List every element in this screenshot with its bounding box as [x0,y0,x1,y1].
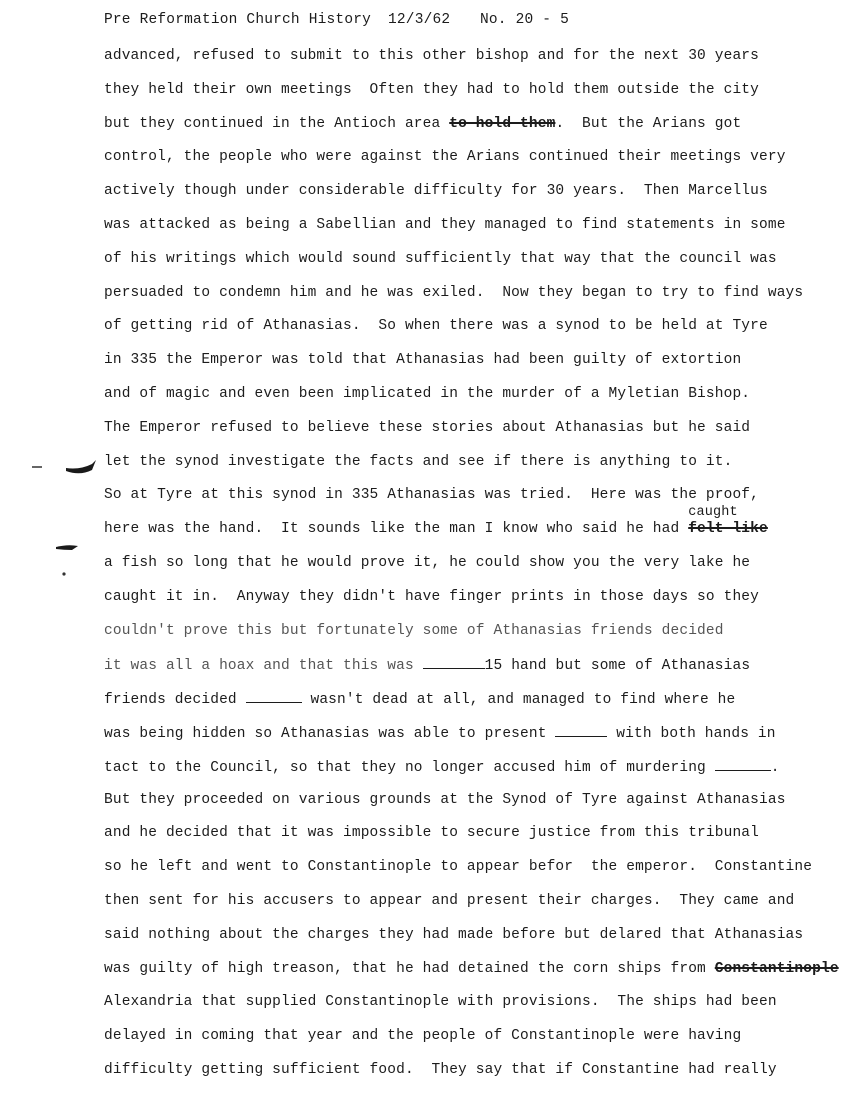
body-text [104,46,839,1094]
header-date: 12/3/62 [388,12,451,28]
text-line: advanced, refused to submit to this other bishop and for the next 30 years [104,48,760,64]
text-line: and of magic and even been implicated in the murder of a Myletian Bishop. [104,385,751,402]
text-line: a fish so long that he would prove it, he could show you the very lake he [104,554,751,571]
margin-arrow-mark-upper [30,458,100,480]
text-line: control, the people who were against the Arians continued their meetings very [104,149,786,166]
blank-line [715,756,771,771]
text-segment: it was all a hoax and that this was [104,658,423,675]
text-line [104,114,824,148]
text-line [104,756,824,790]
text-line: actively though under considerable difficulty for 30 years. Then Marcellus [104,183,768,200]
struck-out-text: felt like [688,521,768,538]
text-segment: but they continued in the Antioch area [104,115,450,132]
text-line: was attacked as being a Sabellian and they managed to find statements in some [104,216,786,233]
header-title: Pre Reformation Church History [104,12,372,28]
text-line: said nothing about the charges they had made before but delared that Athanasias [104,926,804,943]
text-line: then sent for his accusers to appear and present their charges. They came and [104,892,795,909]
inserted-word: caught [688,505,738,521]
text-segment: . [770,759,780,776]
blank-line [423,654,485,669]
blank-line [555,722,607,737]
text-line: The Emperor refused to believe these stories about Athanasias but he said [104,419,751,436]
text-segment: with both hands in [607,725,776,742]
text-segment: . But the Arians got [555,115,742,132]
margin-arrow-mark-lower [50,538,84,580]
text-line [104,688,824,722]
blank-line [246,688,302,703]
text-line: they held their own meetings Often they had to hold them outside the city [104,81,760,98]
text-line [104,654,824,688]
text-line: so he left and went to Constantinople to appear befor the emperor. Constantine [104,859,813,876]
text-line: Alexandria that supplied Constantinople with provisions. The ships had been [104,994,777,1011]
header-page-number: No. 20 - 5 [480,12,570,28]
text-line: couldn't prove this but fortunately some of Athanasias friends decided [104,622,724,639]
text-line: difficulty getting sufficient food. They say that if Constantine had really [104,1061,777,1078]
text-segment: friends decided [104,692,246,709]
text-line: in 335 the Emperor was told that Athanasias had been guilty of extortion [104,352,742,369]
text-line [104,722,824,756]
text-line: let the synod investigate the facts and see if there is anything to it. [104,453,733,470]
text-line: delayed in coming that year and the people of Constantinople were having [104,1028,742,1045]
text-segment: was being hidden so Athanasias was able to present [104,725,556,742]
text-segment: was guilty of high treason, that he had detained the corn ships from [104,960,715,977]
text-line [104,959,839,993]
text-segment: wasn't dead at all, and managed to find where he [301,692,736,709]
text-line: So at Tyre at this synod in 335 Athanasias was tried. Here was the proof, [104,487,760,504]
text-line: persuaded to condemn him and he was exiled. Now they began to try to find ways [104,284,804,301]
struck-out-text: Constantinople [714,960,839,977]
struck-out-text: to hold them [449,115,556,132]
text-line: of getting rid of Athanasias. So when there was a synod to be held at Tyre [104,318,768,335]
text-segment: 15 hand but some of Athanasias [484,658,751,675]
text-line: of his writings which would sound sufficiently that way that the council was [104,250,777,267]
text-segment: here was the hand. It sounds like the man I know who said he had [104,521,689,538]
text-segment: tact to the Council, so that they no longer accused him of murdering [104,759,715,776]
page-header [104,12,569,28]
text-line: and he decided that it was impossible to secure justice from this tribunal [104,825,760,842]
text-line: caught it in. Anyway they didn't have finger prints in those days so they [104,588,760,605]
text-line: But they proceeded on various grounds at the Synod of Tyre against Athanasias [104,791,786,808]
text-line [104,505,824,553]
